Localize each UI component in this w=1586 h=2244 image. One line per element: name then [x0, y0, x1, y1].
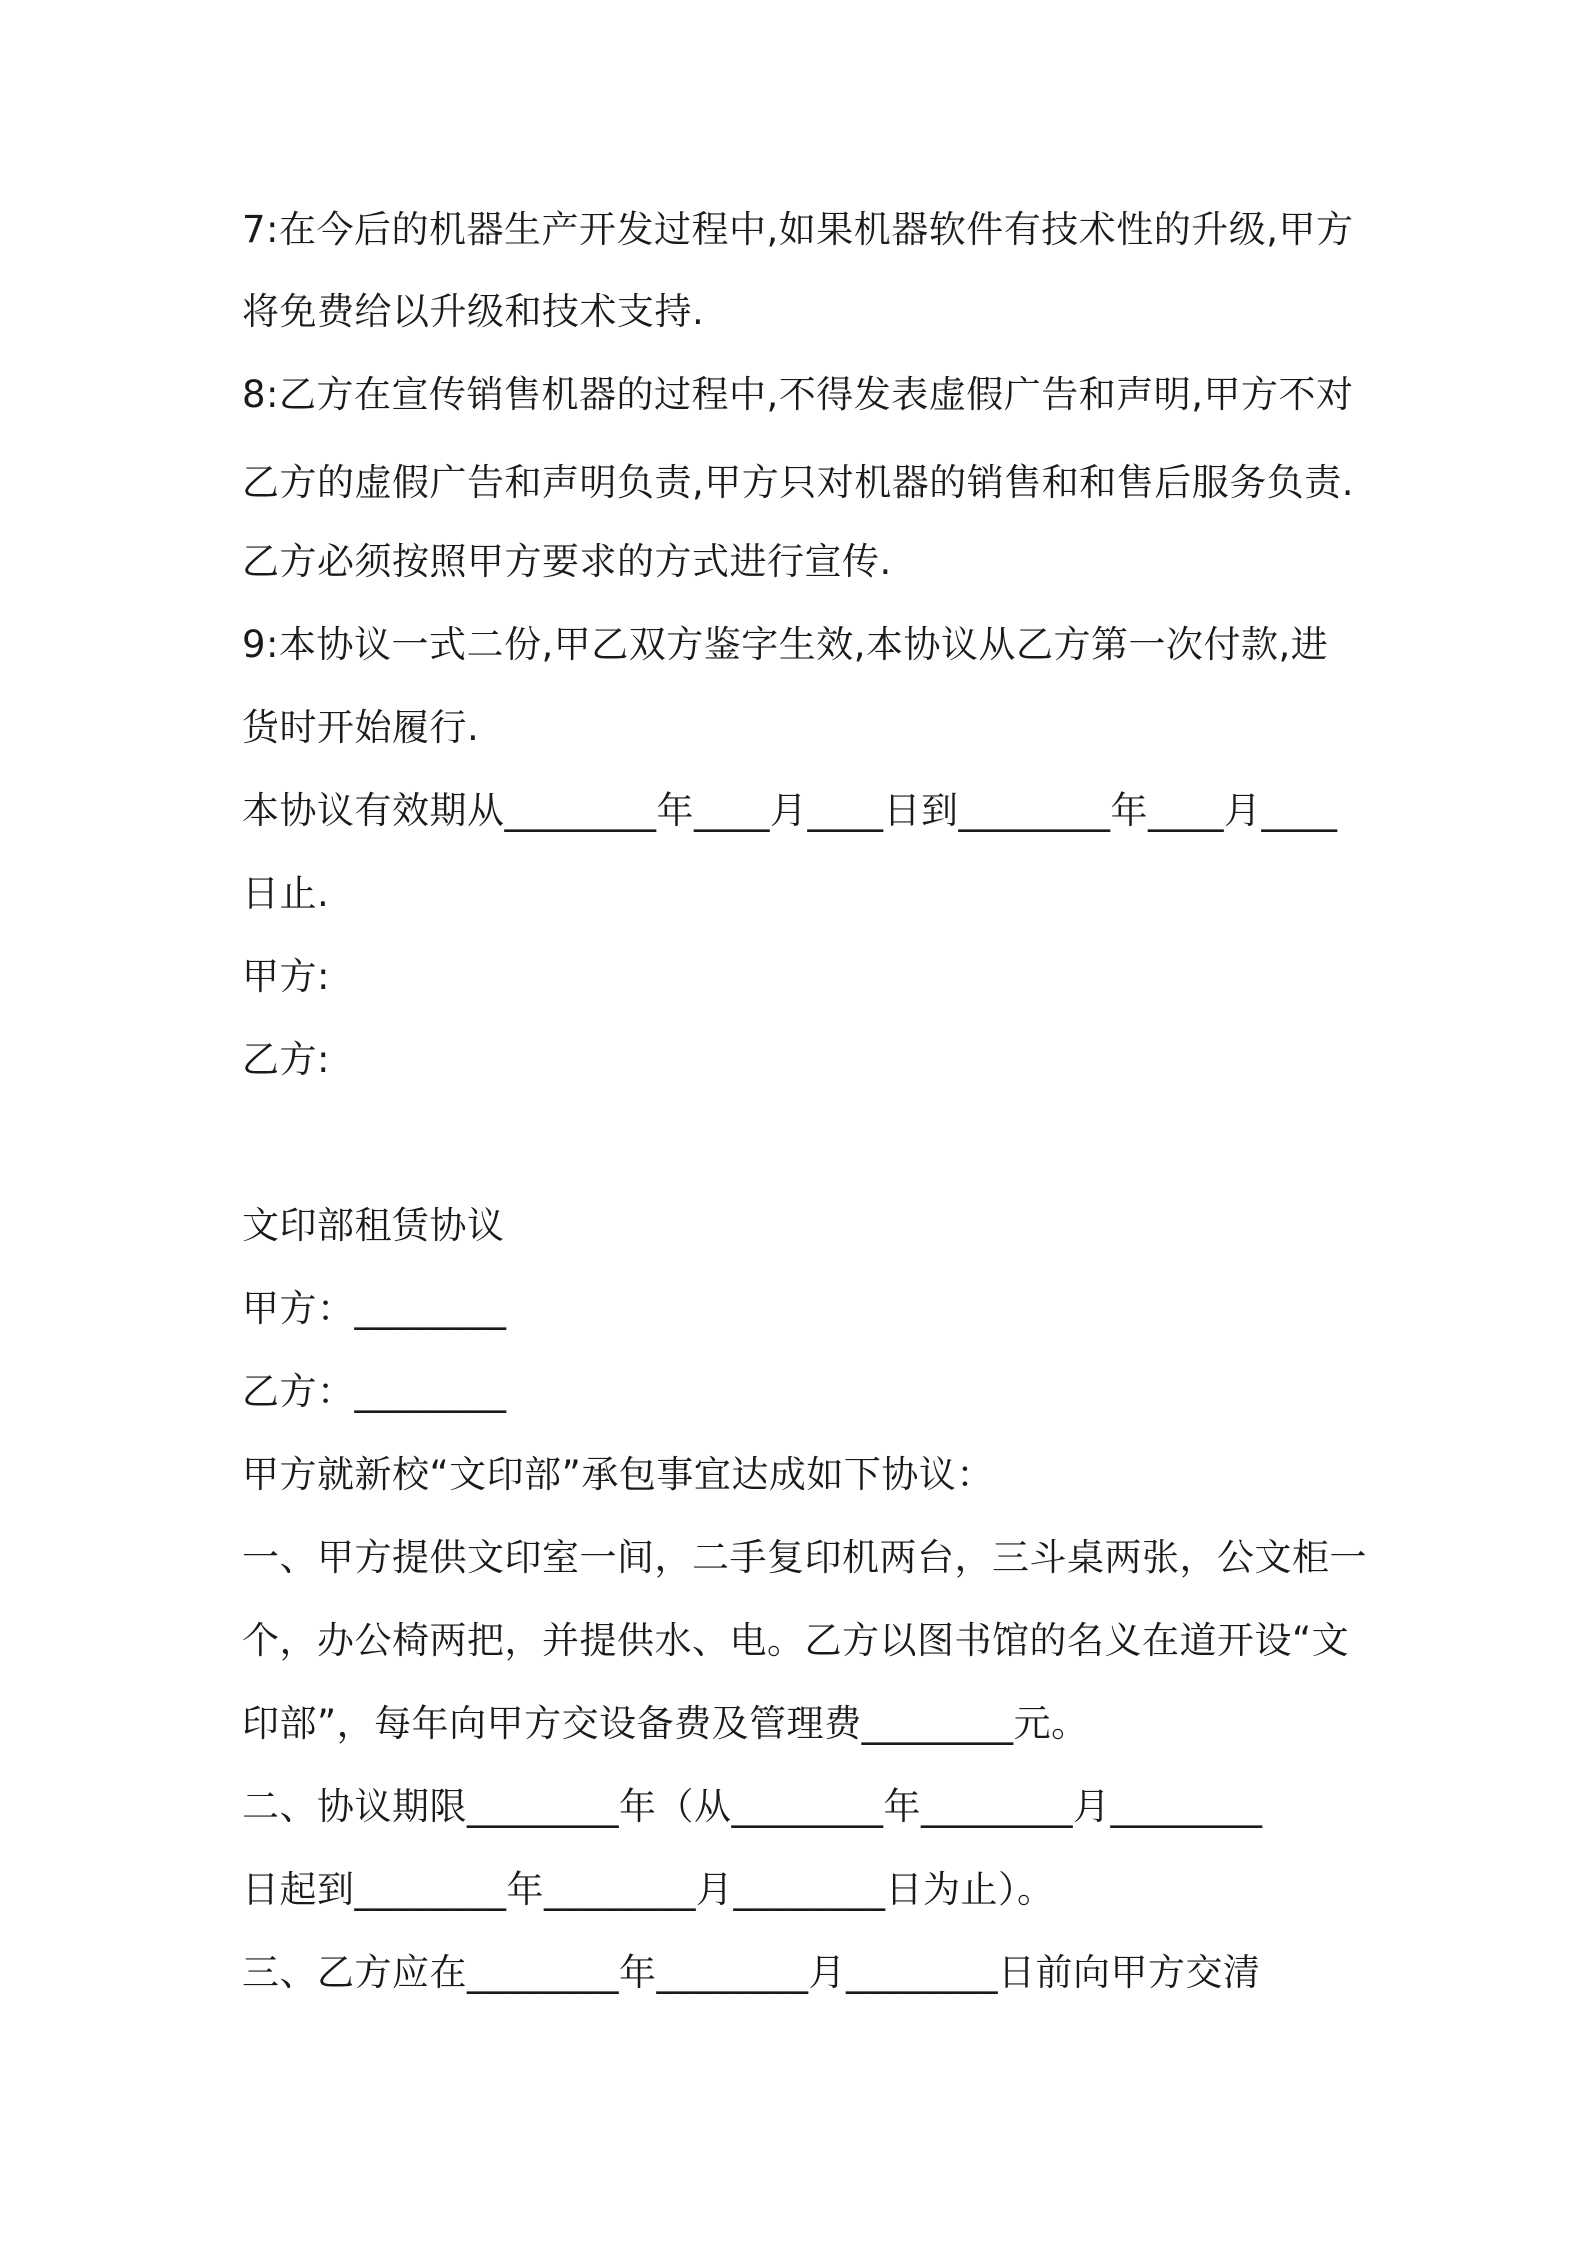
clause-8-line-1: 8:乙方在宣传销售机器的过程中,不得发表虚假广告和声明,甲方不对: [242, 373, 1354, 416]
article-2-line-1: 二、协议期限________年（从________年________月________: [242, 1785, 1263, 1828]
article-1-line-1: 一、甲方提供文印室一间，二手复印机两台，三斗桌两张，公文柜一: [242, 1536, 1367, 1579]
party-a-signature: 甲方:: [242, 955, 330, 998]
party-b-field: 乙方：________: [242, 1370, 507, 1413]
validity-period-line-2: 日止.: [242, 872, 330, 915]
clause-8-line-3: 乙方必须按照甲方要求的方式进行宣传.: [242, 540, 892, 583]
party-a-field: 甲方：________: [242, 1287, 507, 1330]
article-2-line-2: 日起到________年________月________日为止）。: [242, 1868, 1055, 1911]
article-3-line-1: 三、乙方应在________年________月________日前向甲方交清: [242, 1951, 1261, 1994]
document-title: 文印部租赁协议: [242, 1204, 505, 1247]
article-1-line-3: 印部”，每年向甲方交设备费及管理费________元。: [242, 1702, 1089, 1745]
clause-9-line-1: 9:本协议一式二份,甲乙双方鉴字生效,本协议从乙方第一次付款,进: [242, 623, 1329, 666]
article-1-line-2: 个，办公椅两把，并提供水、电。乙方以图书馆的名义在道开设“文: [242, 1619, 1350, 1662]
validity-period-line-1: 本协议有效期从________年____月____日到________年____月____: [242, 789, 1338, 832]
clause-7-line-2: 将免费给以升级和技术支持.: [242, 290, 705, 333]
clause-8-line-2: 乙方的虚假广告和声明负责,甲方只对机器的销售和和售后服务负责.: [242, 461, 1355, 504]
clause-9-line-2: 货时开始履行.: [242, 706, 480, 749]
party-b-signature: 乙方:: [242, 1038, 330, 1081]
agreement-intro: 甲方就新校“文印部”承包事宜达成如下协议：: [242, 1453, 994, 1496]
clause-7-line-1: 7:在今后的机器生产开发过程中,如果机器软件有技术性的升级,甲方: [242, 208, 1354, 251]
